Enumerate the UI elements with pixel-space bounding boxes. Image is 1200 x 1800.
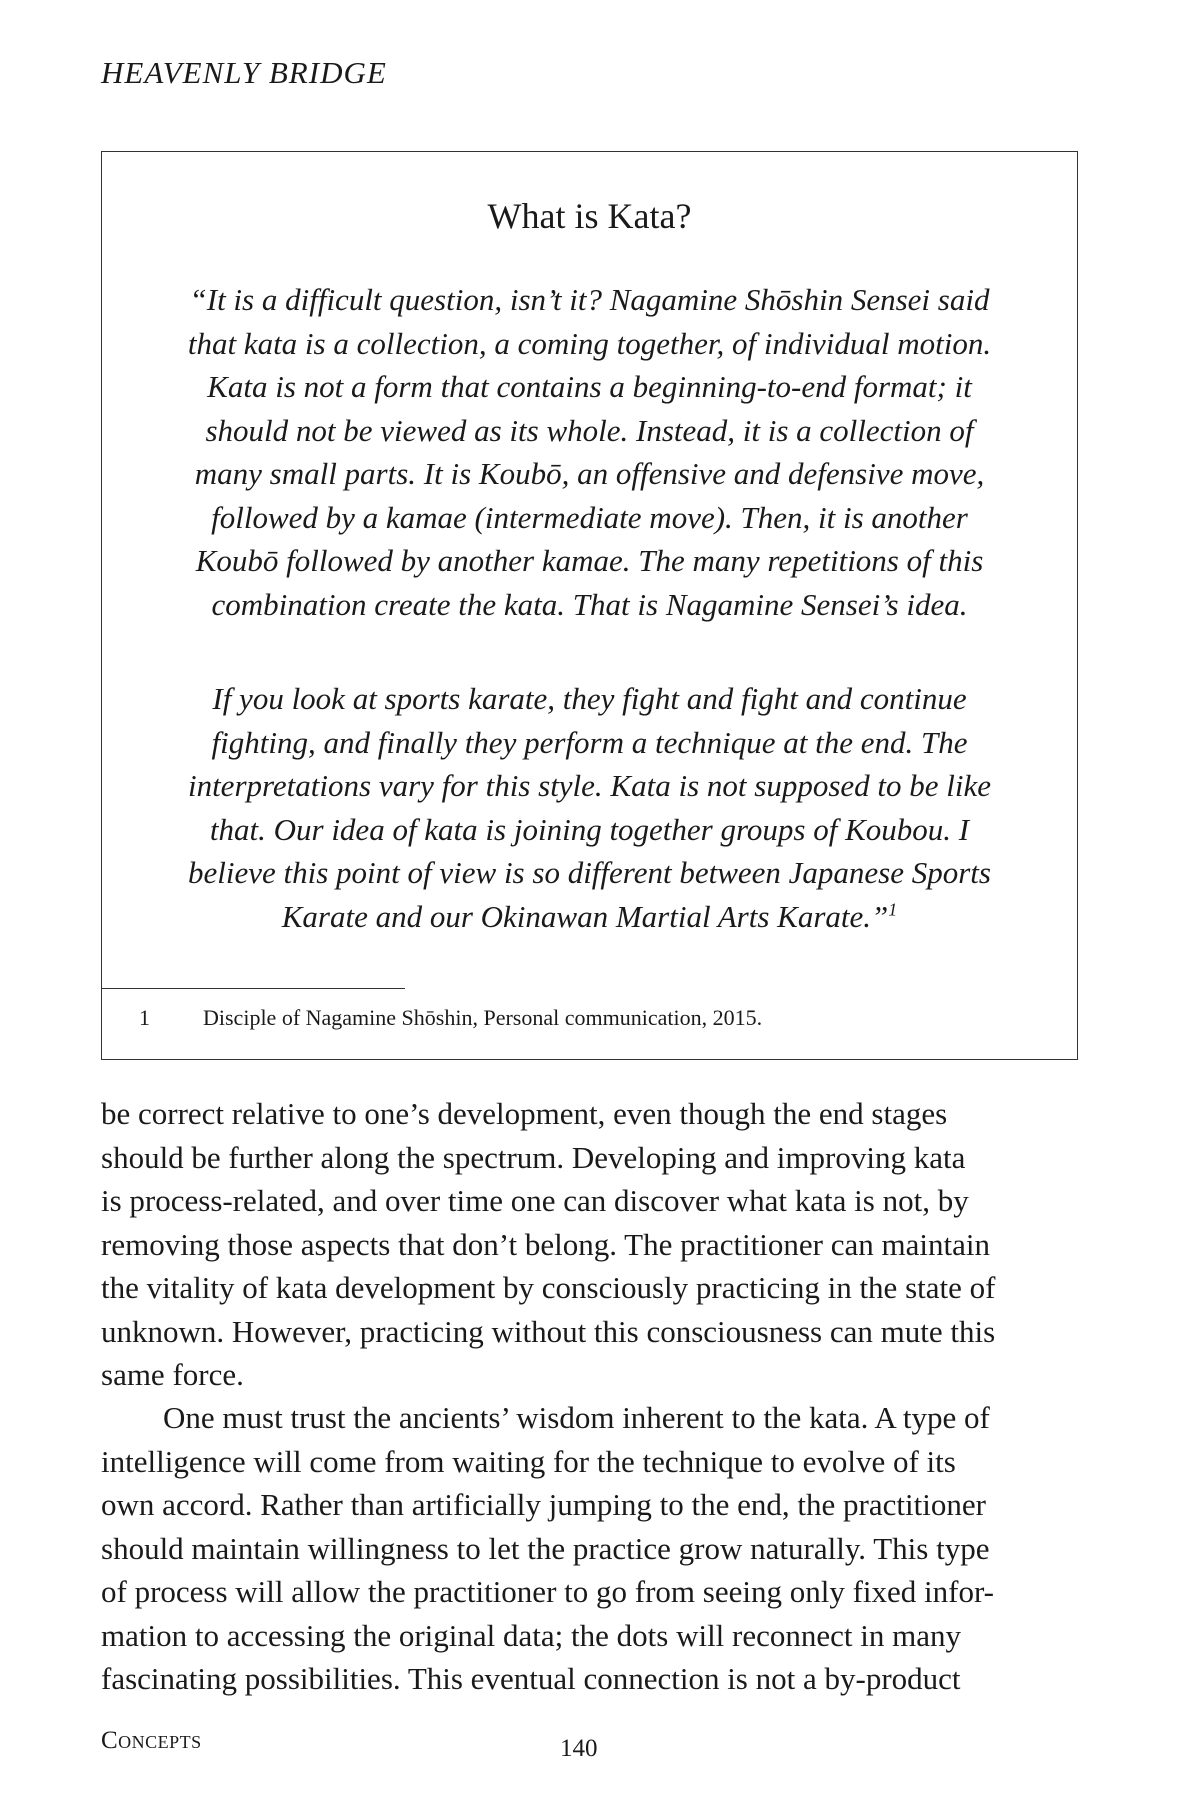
footnote-number: 1	[139, 1005, 150, 1030]
footnote	[139, 1005, 762, 1031]
body-paragraph-1	[101, 1092, 1081, 1397]
quote-paragraph-1	[142, 278, 1037, 626]
body-line: mation to accessing the original data; the dots will reconnect in many	[101, 1617, 962, 1653]
running-foot: Concepts	[101, 1727, 202, 1754]
sidebar-title: What is Kata?	[487, 196, 692, 236]
quote-line: combination create the kata. That is Nagamine Sensei’s idea.	[211, 586, 968, 622]
footnote-reference[interactable]: 1	[888, 899, 898, 920]
quote-line: Karate and our Okinawan Martial Arts Karate.”	[281, 898, 889, 934]
body-line: intelligence will come from waiting for the technique to evolve of its	[101, 1443, 956, 1479]
body-line: own accord. Rather than artificially jumping to the end, the practitioner	[101, 1487, 986, 1522]
body-line: unknown. However, practicing without this consciousness can mute this	[101, 1313, 996, 1349]
quote-line: that. Our idea of kata is joining together groups of Koubou. I	[209, 811, 970, 847]
quote-paragraph-2	[142, 677, 1037, 938]
body-line: of process will allow the practitioner to go from seeing only fixed infor-	[101, 1574, 994, 1609]
body-paragraph-2	[101, 1396, 1081, 1701]
quote-line: followed by a kamae (intermediate move). Then, it is another	[211, 499, 968, 535]
body-line: removing those aspects that don’t belong. The practitioner can maintain	[101, 1226, 990, 1262]
quote-line: “It is a difficult question, isn’t it? Nagamine Shōshin Sensei said	[189, 282, 990, 317]
quote-line: believe this point of view is so different between Japanese Sports	[188, 855, 991, 890]
body-line: the vitality of kata development by consciously practicing in the state of	[101, 1270, 996, 1305]
running-head: HEAVENLY BRIDGE	[101, 55, 387, 90]
body-line: be correct relative to one’s development, even though the end stages	[101, 1096, 948, 1131]
quote-line: should not be viewed as its whole. Instead, it is a collection of	[205, 412, 974, 448]
body-line: should be further along the spectrum. Developing and improving kata	[101, 1139, 966, 1175]
body-line: fascinating possibilities. This eventual connection is not a by-product	[101, 1661, 961, 1696]
quote-line: many small parts. It is Koubō, an offensive and defensive move,	[194, 456, 985, 491]
body-line: One must trust the ancients’ wisdom inherent to the kata. A type of	[163, 1400, 990, 1435]
quote-line: interpretations vary for this style. Kata is not supposed to be like	[187, 768, 992, 803]
quote-last-line	[142, 895, 1037, 939]
quote-line: Kata is not a form that contains a beginning-to-end format; it	[207, 369, 972, 404]
quote-line: that kata is a collection, a coming together, of individual motion.	[187, 325, 992, 361]
footnote-text: Disciple of Nagamine Shōshin, Personal communication, 2015.	[203, 1005, 763, 1030]
page-number: 140	[560, 1735, 598, 1762]
body-line: should maintain willingness to let the practice grow naturally. This type	[101, 1530, 990, 1566]
sidebar-box	[101, 151, 1078, 1060]
quote-line: fighting, and finally they perform a technique at the end. The	[211, 724, 968, 760]
body-line: is process-related, and over time one can discover what kata is not, by	[101, 1183, 969, 1218]
footnote-divider	[102, 988, 405, 989]
quote-line: If you look at sports karate, they fight and fight and continue	[212, 681, 967, 716]
body-line: same force.	[101, 1357, 244, 1392]
quote-line: Koubō followed by another kamae. The many repetitions of this	[195, 543, 984, 578]
